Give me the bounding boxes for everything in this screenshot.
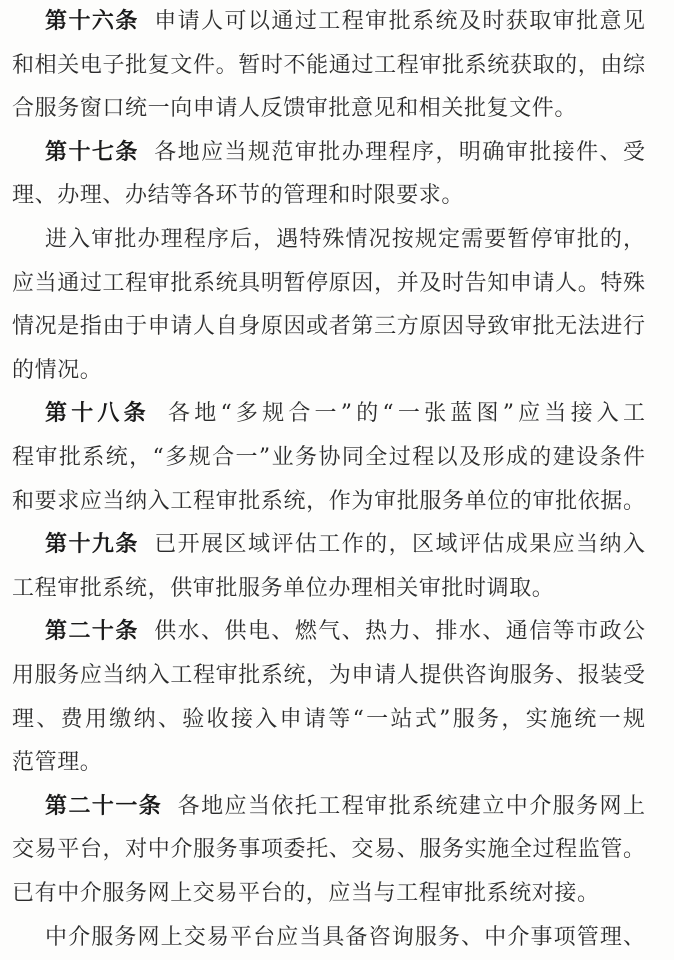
article-heading: 第二十一条 <box>45 793 163 819</box>
text-line <box>12 661 645 691</box>
line-text: 交易平台，对中介服务事项委托、交易、服务实施全过程监管。 <box>12 837 645 863</box>
text-line <box>12 487 645 517</box>
line-text: 已开展区域评估工作的，区域评估成果应当纳入 <box>152 532 645 558</box>
article-first-line <box>45 7 645 37</box>
line-text: 和相关电子批复文件。暂时不能通过工程审批系统获取的，由综 <box>12 52 645 78</box>
line-text: 应当通过工程审批系统具明暂停原因，并及时告知申请人。特殊 <box>12 270 645 296</box>
text-line <box>45 923 645 953</box>
text-line <box>45 225 645 255</box>
line-text: 中介服务网上交易平台应当具备咨询服务、中介事项管理、 <box>45 924 645 950</box>
line-text: 和要求应当纳入工程审批系统，作为审批服务单位的审批依据。 <box>12 488 645 514</box>
line-text: 各地应当规范审批办理程序，明确审批接件、受 <box>152 139 645 165</box>
line-text: 各地应当依托工程审批系统建立中介服务网上 <box>176 793 645 819</box>
line-text: 工程审批系统，供审批服务单位办理相关审批时调取。 <box>12 575 555 601</box>
article-first-line <box>45 617 645 647</box>
text-line <box>12 748 645 778</box>
line-text: 用服务应当纳入工程审批系统，为申请人提供咨询服务、报装受 <box>12 663 645 688</box>
text-line <box>12 879 645 909</box>
article-heading: 第十八条 <box>45 401 150 427</box>
line-text: 合服务窗口统一向申请人反馈审批意见和相关批复文件。 <box>12 96 578 122</box>
article-heading: 第二十条 <box>45 619 139 645</box>
text-line <box>12 356 645 386</box>
text-line <box>12 312 645 342</box>
article-heading: 第十九条 <box>45 532 139 558</box>
line-text: 已有中介服务网上交易平台的，应当与工程审批系统对接。 <box>12 881 600 906</box>
text-line <box>12 835 645 865</box>
text-line <box>12 574 645 604</box>
article-first-line <box>45 138 645 168</box>
article-heading: 第十七条 <box>45 139 139 165</box>
line-text: 理、办理、办结等各环节的管理和时限要求。 <box>12 183 465 209</box>
text-line <box>12 51 645 81</box>
text-line <box>12 181 645 211</box>
line-text: 的情况。 <box>12 357 103 383</box>
text-line <box>12 94 645 124</box>
line-text: 情况是指由于申请人自身原因或者第三方原因导致审批无法进行 <box>12 314 645 340</box>
article-heading: 第十六条 <box>45 9 139 34</box>
line-text: 各地“多规合一”的“一张蓝图”应当接入工 <box>163 401 645 427</box>
line-text: 理、费用缴纳、验收接入申请等“一站式”服务，实施统一规 <box>12 706 645 732</box>
line-text: 程审批系统，“多规合一”业务协同全过程以及形成的建设条件 <box>12 445 645 470</box>
line-text: 供水、供电、燃气、热力、排水、通信等市政公 <box>152 619 645 645</box>
article-first-line <box>45 399 645 429</box>
article-first-line <box>45 792 645 822</box>
line-text: 进入审批办理程序后，遇特殊情况按规定需要暂停审批的， <box>45 227 645 252</box>
text-line <box>12 705 645 735</box>
text-line <box>12 269 645 299</box>
article-first-line <box>45 530 645 560</box>
line-text: 申请人可以通过工程审批系统及时获取审批意见 <box>152 9 645 34</box>
text-line <box>12 443 645 473</box>
line-text: 范管理。 <box>12 750 103 776</box>
